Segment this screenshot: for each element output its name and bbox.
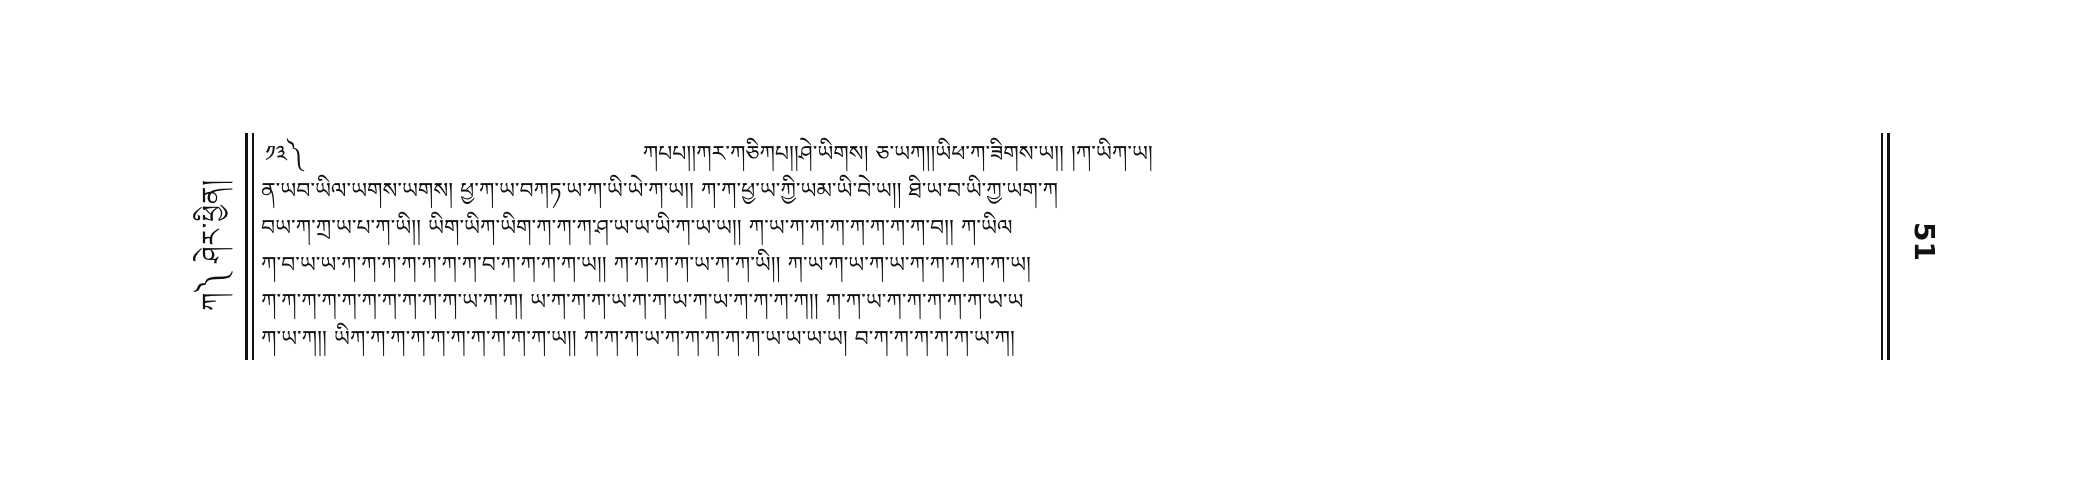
text-lines [261, 133, 1874, 360]
text-line-4 [261, 248, 1874, 284]
margin-title-text: ཀ༽ ཤེར་ཕྱིན། [197, 179, 228, 311]
line-text: ཀ་ཡ་ཀ།། ཡིཀ་ཀ་ཀ་ཀ་ཀ་ཀ་ཀ་ཀ་ཀ་ཀ་ཡ།། ཀ་ཀ་ཀ་ཡ་ཀ་ཀ་ཀ་ཀ་ཀ་ཡ་ཡ་ཡ་ཡ། བ་ཀ་ཀ་ཀ་ཀ་ཀ་ཡ་ཀ། [261, 327, 1015, 352]
text-line-1 [261, 137, 1874, 173]
text-block-frame [245, 133, 1890, 360]
folio-margin-title [195, 130, 245, 360]
left-inner-rule [252, 133, 254, 360]
line-text: བཡ་ཀ་ཀྲ་ཡ་པ་ཀ་ཡི།། ཡིག་ཡིཀ་ཡིག་ཀ་ཀ་ཀ་ཤ་ཡ་ཡ་ཡི་ཀ་ཡ་ཡ།། ཀ་ཡ་ཀ་ཀ་ཀ་ཀ་ཀ་ཀ་ཀ་བ།། ཀ་ཡིལ [261, 216, 1013, 241]
right-inner-rule [1881, 133, 1883, 360]
line-text: ཀ་བ་ཡ་ཡ་ཀ་ཀ་ཀ་ཀ་ཀ་ཀ་ཀ་བ་ཀ་ཀ་ཀ་ཀ་ཡ།། ཀ་ཀ་ཀ་ཀ་ཡ་ཀ་ཀ་ཡི།། ཀ་ཡ་ཀ་ཡ་ཀ་ཡ་ཀ་ཀ་ཀ་ཀ་ཀ་ཡ། [261, 253, 1031, 278]
left-outer-rule [245, 133, 248, 360]
line-text: ན་ཡབ་ཡིལ་ཡགས་ཡགས། ཕྱ་ཀ་ཡ་བཀཏ་ཡ་ཀ་ཡི་ཡེ་ཀ་ཡ།། ཀ་ཀ་ཕྱ་ཡ་ཀྱི་ཡམ་ཡི་བེ་ཡ།། ཐི་ཡ་བ་ཡི་ཀྱ་ཡག་ཀ [261, 179, 1058, 204]
page-number: 51 [1907, 222, 1941, 261]
line-text: ཀ་ཀ་ཀ་ཀ་ཀ་ཀ་ཀ་ཀ་ཀ་ཀ་ཡ་ཀ་ཀ། ཡ་ཀ་ཀ་ཀ་ཡ་ཀ་ཀ་ཡ་ཀ་ཡ་ཀ་ཀ་ཀ་ཀ།། ཀ་ཀ་ཡ་ཀ་ཀ་ཀ་ཀ་ཀ་ཡ་ཡ [261, 290, 1024, 315]
text-line-5 [261, 285, 1874, 321]
text-line-2 [261, 174, 1874, 210]
text-line-6 [261, 322, 1874, 358]
text-line-3 [261, 211, 1874, 247]
line-text: ཀཔཔ།།ཀར་ཀཅིཀཔ།།ཤེ་ཡིགས། ཅ་ཡཀ།།ཡིཕ་ཀ་ཟིགས་ཡ།། །ཀ་ཡིཀ་ཡ། [642, 142, 1153, 167]
line-marker: ༡༣༽ [265, 142, 303, 167]
right-outer-rule [1887, 133, 1890, 360]
